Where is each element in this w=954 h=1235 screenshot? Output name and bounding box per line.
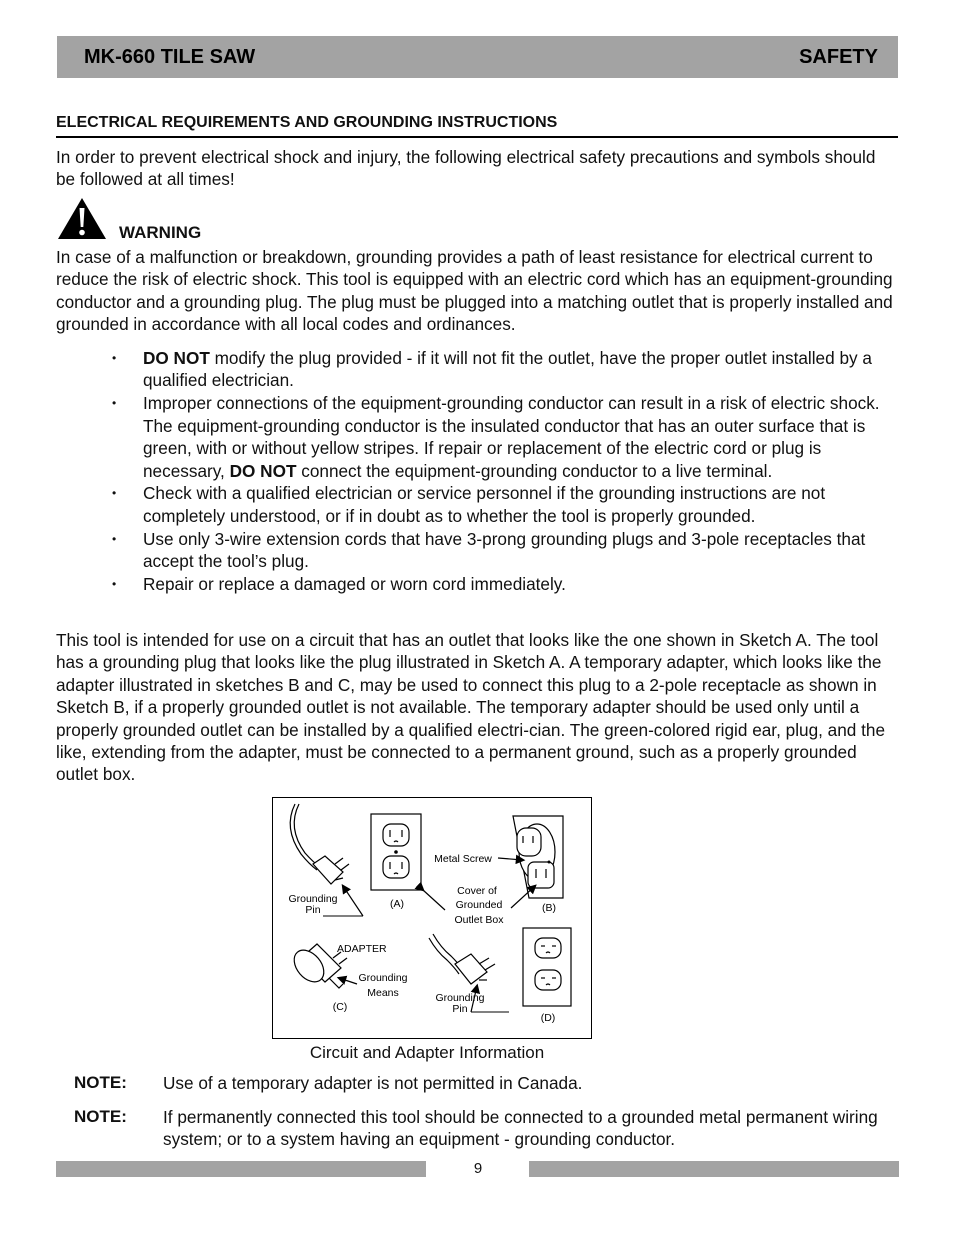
adapter-in-outlet-icon xyxy=(513,816,563,898)
warning-triangle-icon xyxy=(57,197,107,240)
list-item: • Improper connections of the equipment-grounding conductor can result in a risk of electric shock. The equipment-grounding conductor is the insulated conductor that has an outer surface that is green, with or without yellow stripes. If repair or replacement of the electric cord or plug is necessary, DO NOT connect the equipment-grounding conductor to a live terminal. xyxy=(112,393,880,481)
note-text: If permanently connected this tool should be connected to a grounded metal permanent wiring system; or to a system having an equipment - grounding conductor. xyxy=(163,1107,878,1150)
intro-paragraph: In order to prevent electrical shock and injury, the following electrical safety precautions and symbols should be followed at all times! xyxy=(56,147,876,190)
grounding-plug-icon xyxy=(429,934,495,984)
note-label: NOTE: xyxy=(74,1107,127,1126)
circuit-adapter-figure xyxy=(272,797,592,1039)
sketch-d-label: (D) xyxy=(540,1012,556,1024)
figure-drawing xyxy=(273,798,591,1038)
page-number: 9 xyxy=(473,1160,483,1177)
cover-label: Cover of xyxy=(457,885,497,897)
footer-bar-right xyxy=(529,1161,899,1177)
grounding-pin-label-a: Grounding xyxy=(288,893,338,905)
sketch-b-label: (B) xyxy=(542,902,556,914)
grounded-outlet-icon xyxy=(523,928,571,1006)
grounding-means-label: Means xyxy=(367,987,399,999)
bullet-text: modify the plug provided - if it will not fit the outlet, have the proper outlet installed by a qualified electrician. xyxy=(143,348,872,391)
warning-label: WARNING xyxy=(119,223,202,242)
bullet-text: Use only 3-wire extension cords that have 3-prong grounding plugs and 3-pole receptacles that accept the tool’s plug. xyxy=(143,528,866,572)
cover-label: Grounded xyxy=(455,899,503,911)
list-item: • Use only 3-wire extension cords that have 3-prong grounding plugs and 3-pole receptacles that accept the tool’s plug. xyxy=(112,528,866,572)
grounding-plug-icon xyxy=(290,804,349,884)
page-header xyxy=(57,36,898,78)
circuit-paragraph: This tool is intended for use on a circuit that has an outlet that looks like the one shown in Sketch A. The tool has a grounding plug that looks like the plug illustrated in Sketch A. A temporary adapter, which looks like the adapter illustrated in sketches B and C, may be used to connect this plug to a 2-pole receptacle as shown in Sketch B, if a properly grounded outlet is not available. The temporary adapter should be used only until a properly grounded outlet can be installed by a qualified electri-cian. The green-colored rigid ear, plug, and the like, extending from the adapter, must be connected to a permanent ground, such as a properly grounded outlet box. xyxy=(56,630,886,785)
list-item: • Repair or replace a damaged or worn cord immediately. xyxy=(112,574,566,595)
grounding-pin-label-d: Grounding xyxy=(435,992,485,1004)
metal-screw-label: Metal Screw xyxy=(434,853,492,865)
grounding-means-label: Grounding xyxy=(358,972,408,984)
grounding-pin-label-d: Pin xyxy=(452,1003,468,1015)
emphasis: DO NOT xyxy=(143,348,210,368)
bullet-text: Improper connections of the equipment-grounding conductor can result in a risk of electric shock. The equipment-grounding conductor is the insulated conductor that has an outer surface that is green, with or without yellow stripes. If repair or replacement of the electric cord or plug is necessary, xyxy=(143,393,880,481)
grounding-pin-label-a: Pin xyxy=(305,904,321,916)
cover-label: Outlet Box xyxy=(454,914,504,926)
sketch-c-label: (C) xyxy=(332,1001,348,1013)
section-name: SAFETY xyxy=(799,45,878,68)
note-label: NOTE: xyxy=(74,1073,127,1092)
section-heading: ELECTRICAL REQUIREMENTS AND GROUNDING INSTRUCTIONS xyxy=(56,114,898,138)
list-item: • DO NOT modify the plug provided - if it will not fit the outlet, have the proper outlet installed by a qualified electrician. xyxy=(112,348,872,391)
bullet-text: Check with a qualified electrician or service personnel if the grounding instructions are not completely understood, or if in doubt as to whether the tool is properly grounded. xyxy=(143,483,826,526)
footer-bar-left xyxy=(56,1161,426,1177)
emphasis: DO NOT xyxy=(229,460,297,481)
sketch-a-label: (A) xyxy=(390,898,404,910)
adapter-label: ADAPTER xyxy=(337,943,387,955)
bullet-text: Repair or replace a damaged or worn cord immediately. xyxy=(143,574,566,595)
note-text: Use of a temporary adapter is not permitted in Canada. xyxy=(163,1073,583,1093)
figure-caption: Circuit and Adapter Information xyxy=(309,1043,545,1062)
bullet-text: connect the equipment-grounding conductor to a live terminal. xyxy=(296,460,773,481)
safety-bullet-list xyxy=(112,347,902,596)
document-title: MK-660 TILE SAW xyxy=(84,45,256,68)
warning-paragraph: In case of a malfunction or breakdown, grounding provides a path of least resistance for electrical current to reduce the risk of electric shock. This tool is equipped with an electric cord which has an equipment-grounding conductor and a grounding plug. The plug must be plugged into a matching outlet that is properly installed and grounded in accordance with all local codes and ordinances. xyxy=(56,247,893,335)
list-item: • Check with a qualified electrician or service personnel if the grounding instructions are not completely understood, or if in doubt as to whether the tool is properly grounded. xyxy=(112,483,826,526)
